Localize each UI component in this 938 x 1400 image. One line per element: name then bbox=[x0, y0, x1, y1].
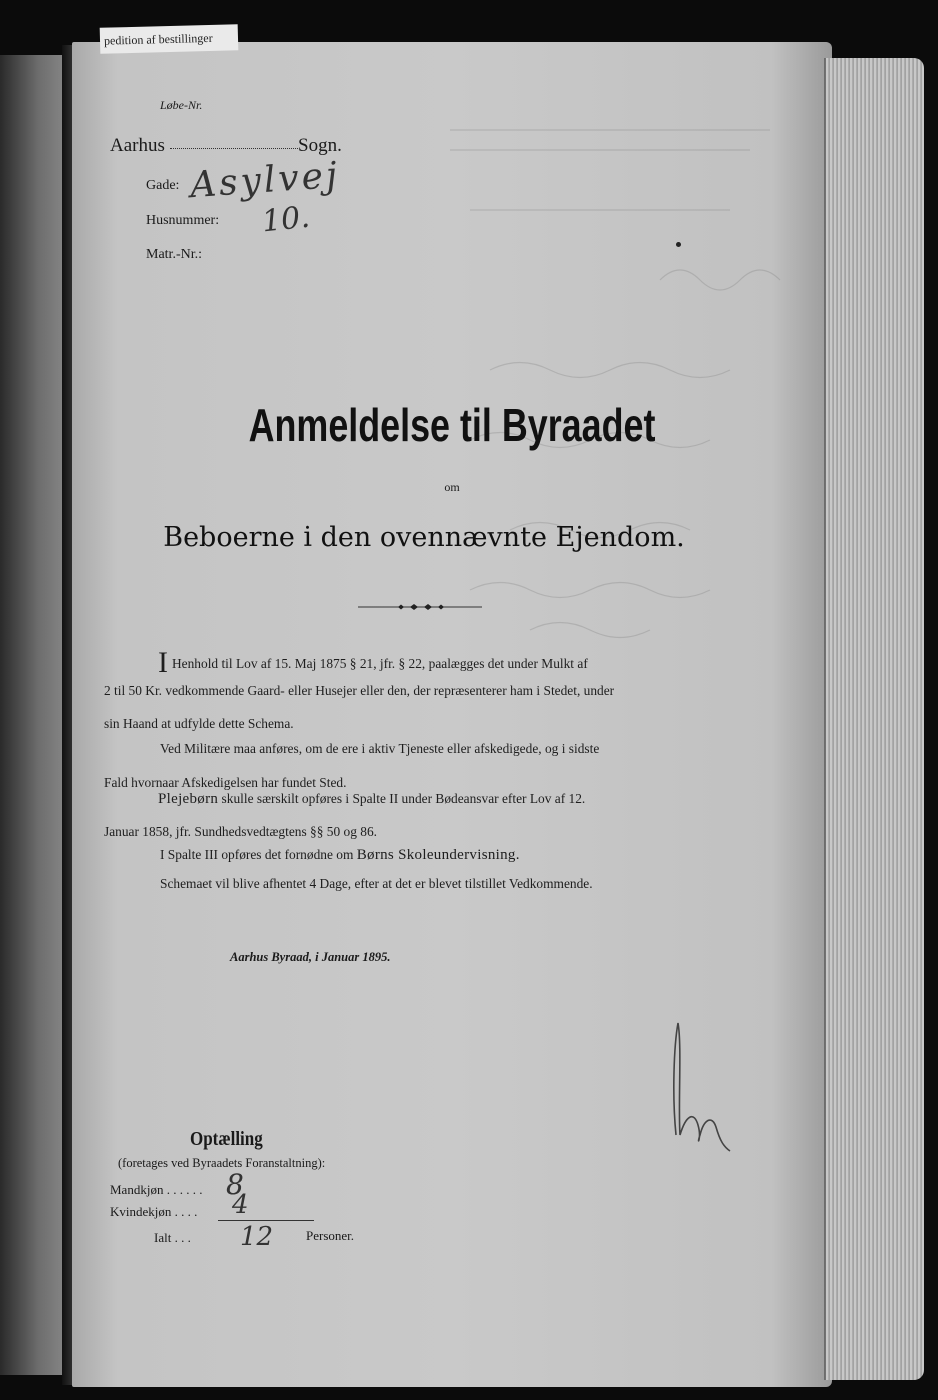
issuer-signature-line: Aarhus Byraad, i Januar 1895. bbox=[230, 950, 391, 964]
sogn-dotted-line bbox=[170, 148, 298, 149]
female-count-handwritten: 4 bbox=[232, 1190, 249, 1220]
plejeborn-emphasis: Plejebørn bbox=[158, 791, 219, 807]
total-count-label: Ialt . . . bbox=[154, 1230, 191, 1245]
city-label: Aarhus bbox=[110, 135, 165, 156]
paragraph-3-line-1 bbox=[158, 792, 585, 807]
husnummer-handwritten: 10. bbox=[260, 199, 312, 240]
husnummer-label: Husnummer: bbox=[146, 213, 220, 228]
count-note: (foretages ved Byraadets Foranstaltning): bbox=[118, 1156, 326, 1170]
bleed-through-marks bbox=[430, 110, 810, 670]
paragraph-2-line-1: Ved Militære maa anføres, om de ere i aktiv Tjeneste eller afskedigede, og i sidste bbox=[160, 741, 600, 756]
ink-dot bbox=[676, 242, 681, 247]
male-count-handwritten: 8 bbox=[226, 1168, 244, 1201]
drop-capital: I bbox=[158, 646, 168, 679]
paragraph-1-line-1 bbox=[158, 648, 588, 678]
count-title: Optælling bbox=[190, 1128, 263, 1150]
left-page-edge bbox=[0, 55, 70, 1375]
skoleundervisning-emphasis: Børns Skoleundervisning. bbox=[356, 847, 520, 863]
paragraph-1-line-3: sin Haand at udfylde dette Schema. bbox=[104, 716, 294, 731]
document-subtitle: Beboerne i den ovennævnte Ejendom. bbox=[163, 522, 685, 553]
lobe-nr-label: Løbe-Nr. bbox=[160, 98, 203, 112]
ornamental-divider bbox=[358, 602, 482, 612]
female-count-label: Kvindekjøn . . . . bbox=[110, 1204, 198, 1219]
tab-slip: pedition af bestillinger bbox=[100, 24, 239, 54]
pencil-initials-mark bbox=[664, 1015, 734, 1165]
gade-handwritten: Asylvej bbox=[188, 154, 342, 207]
paragraph-1-line-2: 2 til 50 Kr. vedkommende Gaard- eller Husejer eller den, der repræsenterer ham i Stedet, under bbox=[104, 683, 615, 698]
gade-label: Gade: bbox=[146, 178, 180, 193]
paragraph-4-text: I Spalte III opføres det fornødne om bbox=[160, 847, 357, 862]
total-count-handwritten: 12 bbox=[240, 1222, 274, 1252]
sum-rule bbox=[218, 1220, 314, 1221]
matr-nr-label: Matr.-Nr.: bbox=[146, 247, 202, 262]
paragraph-3-line-2: Januar 1858, jfr. Sundhedsvedtægtens §§ 50 og 86. bbox=[104, 824, 377, 839]
document-title: Anmeldelse til Byraadet bbox=[248, 399, 656, 451]
paragraph-5-line-1: Schemaet vil blive afhentet 4 Dage, efter at det er blevet tilstillet Vedkommende. bbox=[160, 876, 593, 891]
title-connector: om bbox=[444, 480, 460, 494]
paragraph-3-text: skulle særskilt opføres i Spalte II under Bødeansvar efter Lov af 12. bbox=[218, 791, 586, 806]
paragraph-1-text: Henhold til Lov af 15. Maj 1875 § 21, jfr. § 22, paalægges det under Mulkt af bbox=[172, 656, 588, 671]
sogn-label: Sogn. bbox=[298, 135, 342, 156]
page-stack bbox=[826, 58, 924, 1380]
paragraph-4-line-1 bbox=[160, 848, 520, 863]
paragraph-2-line-2: Fald hvornaar Afskedigelsen har fundet Sted. bbox=[104, 775, 347, 790]
persons-label: Personer. bbox=[306, 1228, 355, 1243]
male-count-label: Mandkjøn . . . . . . bbox=[110, 1182, 203, 1197]
